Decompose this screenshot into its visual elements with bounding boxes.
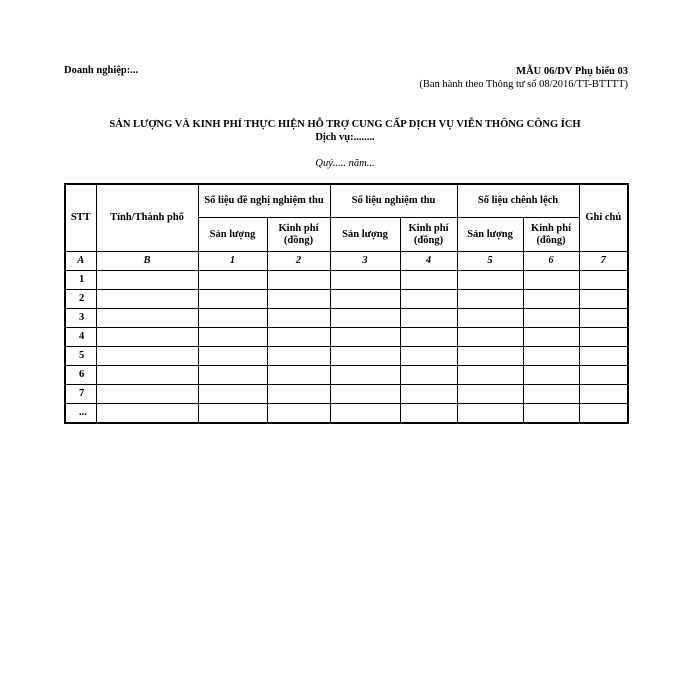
column-code: 2 — [267, 252, 330, 271]
table-cell — [400, 309, 457, 328]
table-cell — [96, 404, 198, 424]
table-cell — [267, 290, 330, 309]
column-code: 6 — [523, 252, 579, 271]
table-cell — [400, 328, 457, 347]
table-cell — [400, 290, 457, 309]
row-number: 4 — [65, 328, 96, 347]
table-cell — [267, 366, 330, 385]
table-cell — [523, 309, 579, 328]
table-cell — [523, 385, 579, 404]
table-cell — [457, 271, 523, 290]
column-code: A — [65, 252, 96, 271]
form-info — [398, 65, 628, 91]
table-cell — [400, 404, 457, 424]
table-cell — [267, 347, 330, 366]
column-code: 1 — [198, 252, 267, 271]
table-cell — [198, 290, 267, 309]
table-cell — [579, 404, 628, 424]
table-cell — [457, 328, 523, 347]
table-cell — [523, 271, 579, 290]
table-cell — [400, 366, 457, 385]
period-line: Quý..... năm... — [315, 158, 375, 169]
table-row — [65, 385, 628, 404]
table-row — [65, 366, 628, 385]
table-cell — [579, 385, 628, 404]
table-cell — [330, 366, 400, 385]
table-cell — [579, 271, 628, 290]
table-cell — [457, 366, 523, 385]
table-cell — [400, 347, 457, 366]
column-code-row — [65, 252, 628, 271]
report-title-block — [64, 118, 626, 144]
form-code: MẪU 06/DV Phụ biểu 03 — [516, 66, 628, 77]
table-cell — [267, 309, 330, 328]
table-cell — [330, 347, 400, 366]
table-cell — [330, 271, 400, 290]
header-note: Ghi chú — [579, 184, 628, 252]
header-group-difference: Số liệu chênh lệch — [457, 184, 579, 218]
row-number: ... — [65, 404, 96, 424]
table-cell — [579, 328, 628, 347]
table-cell — [523, 328, 579, 347]
table-cell — [96, 385, 198, 404]
table-body — [65, 252, 628, 424]
row-number: 6 — [65, 366, 96, 385]
column-code: 4 — [400, 252, 457, 271]
table-cell — [523, 347, 579, 366]
header-output: Sản lượng — [457, 218, 523, 252]
table-cell — [267, 385, 330, 404]
table-cell — [198, 309, 267, 328]
table-cell — [267, 328, 330, 347]
table-cell — [96, 366, 198, 385]
table-cell — [330, 404, 400, 424]
column-code: 5 — [457, 252, 523, 271]
table-row — [65, 271, 628, 290]
header-group-proposed: Số liệu đề nghị nghiệm thu — [198, 184, 330, 218]
header-cost: Kinh phí (đồng) — [400, 218, 457, 252]
table-cell — [198, 271, 267, 290]
form-note: (Ban hành theo Thông tư số 08/2016/TT-BTTTT) — [419, 79, 628, 90]
column-code: 7 — [579, 252, 628, 271]
header-province: Tỉnh/Thành phố — [96, 184, 198, 252]
table-row — [65, 347, 628, 366]
table-cell — [330, 290, 400, 309]
table-cell — [523, 404, 579, 424]
table-cell — [330, 385, 400, 404]
company-label: Doanh nghiệp:... — [64, 65, 139, 76]
row-number: 7 — [65, 385, 96, 404]
header-group-accepted: Số liệu nghiệm thu — [330, 184, 457, 218]
row-number: 2 — [65, 290, 96, 309]
service-line: Dịch vụ:........ — [315, 132, 375, 143]
table-cell — [96, 328, 198, 347]
table-row — [65, 328, 628, 347]
table-cell — [579, 366, 628, 385]
table-cell — [400, 271, 457, 290]
report-title: SẢN LƯỢNG VÀ KINH PHÍ THỰC HIỆN HỖ TRỢ CUNG CẤP DỊCH VỤ VIỄN THÔNG CÔNG ÍCH — [109, 119, 581, 130]
table-row — [65, 290, 628, 309]
table-cell — [96, 309, 198, 328]
table-cell — [267, 404, 330, 424]
header-output: Sản lượng — [198, 218, 267, 252]
table-cell — [96, 271, 198, 290]
table-cell — [267, 271, 330, 290]
header-cost: Kinh phí (đồng) — [523, 218, 579, 252]
table-cell — [457, 385, 523, 404]
header-output: Sản lượng — [330, 218, 400, 252]
table-cell — [198, 385, 267, 404]
table-cell — [400, 385, 457, 404]
table-row — [65, 404, 628, 424]
table-cell — [198, 328, 267, 347]
column-code: 3 — [330, 252, 400, 271]
report-table — [64, 183, 629, 424]
table-cell — [96, 290, 198, 309]
row-number: 5 — [65, 347, 96, 366]
table-cell — [457, 404, 523, 424]
table-cell — [579, 290, 628, 309]
table-row — [65, 309, 628, 328]
table-cell — [198, 404, 267, 424]
table-cell — [457, 290, 523, 309]
table-cell — [579, 309, 628, 328]
row-number: 1 — [65, 271, 96, 290]
table-cell — [198, 347, 267, 366]
table-cell — [457, 309, 523, 328]
column-code: B — [96, 252, 198, 271]
table-cell — [96, 347, 198, 366]
table-cell — [198, 366, 267, 385]
header-stt: STT — [65, 184, 96, 252]
table-cell — [330, 309, 400, 328]
table-cell — [330, 328, 400, 347]
row-number: 3 — [65, 309, 96, 328]
header-cost: Kinh phí (đồng) — [267, 218, 330, 252]
table-cell — [523, 366, 579, 385]
table-cell — [457, 347, 523, 366]
table-cell — [579, 347, 628, 366]
table-cell — [523, 290, 579, 309]
